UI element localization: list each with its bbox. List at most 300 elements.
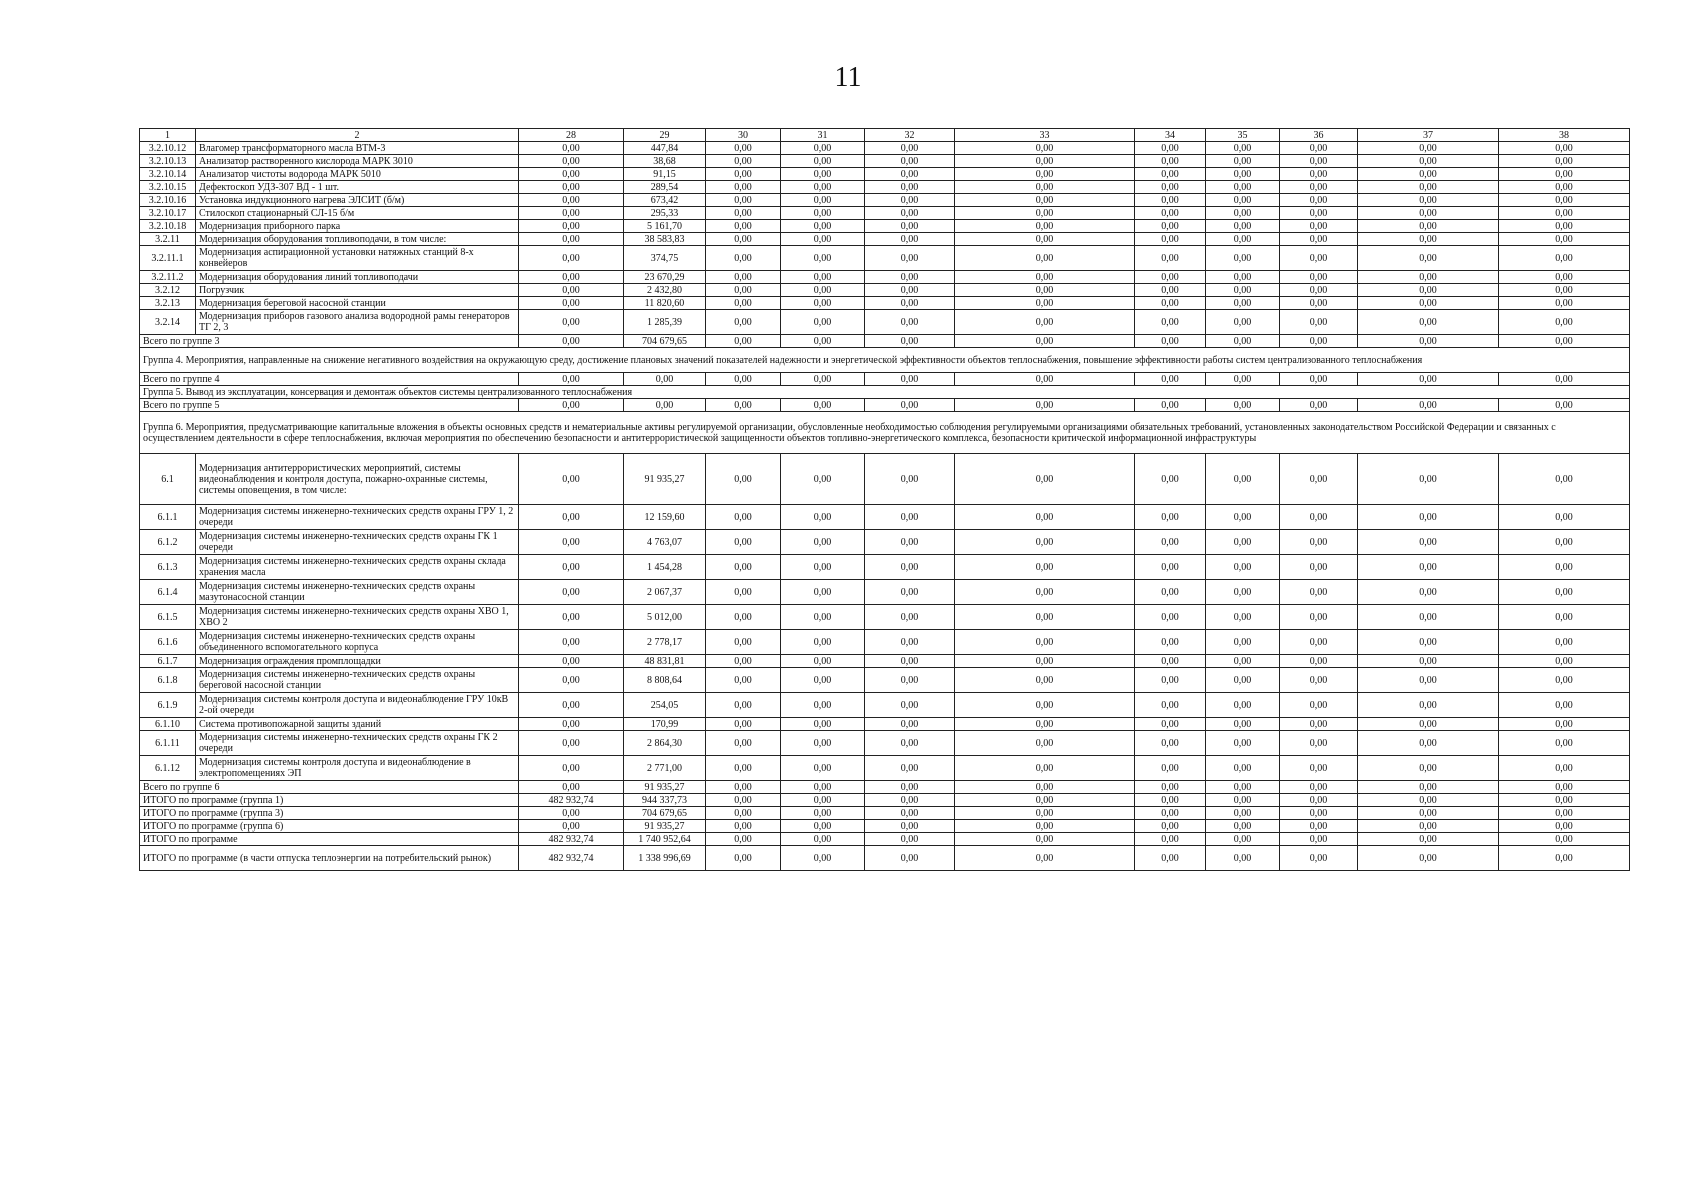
column-header: 38 [1499,129,1630,142]
cell-col-38: 0,00 [1499,233,1630,246]
row-code: 6.1.5 [140,605,196,630]
cell-col-31: 0,00 [781,194,865,207]
cell-col-34: 0,00 [1135,310,1206,335]
cell-col-38: 0,00 [1499,181,1630,194]
cell-col-29: 91 935,27 [624,781,706,794]
column-header: 28 [519,129,624,142]
cell-col-31: 0,00 [781,335,865,348]
cell-col-29: 38,68 [624,155,706,168]
cell-col-30: 0,00 [706,530,781,555]
row-code: 6.1.4 [140,580,196,605]
cell-col-38: 0,00 [1499,781,1630,794]
cell-col-35: 0,00 [1206,580,1280,605]
total-row [140,373,1630,386]
cell-col-31: 0,00 [781,693,865,718]
group-header-row [140,386,1630,399]
cell-col-33: 0,00 [955,820,1135,833]
cell-col-28: 0,00 [519,807,624,820]
table-row [140,530,1630,555]
cell-col-35: 0,00 [1206,454,1280,505]
row-code: 6.1.7 [140,655,196,668]
cell-col-30: 0,00 [706,181,781,194]
cell-col-35: 0,00 [1206,718,1280,731]
cell-col-29: 0,00 [624,373,706,386]
table-row [140,718,1630,731]
cell-col-37: 0,00 [1358,833,1499,846]
table-body [140,142,1630,871]
cell-col-34: 0,00 [1135,820,1206,833]
table-row [140,271,1630,284]
cell-col-29: 2 864,30 [624,731,706,756]
cell-col-29: 170,99 [624,718,706,731]
row-name: Модернизация системы инженерно-технических средств охраны ГК 2 очереди [196,731,519,756]
cell-col-29: 4 763,07 [624,530,706,555]
cell-col-36: 0,00 [1280,220,1358,233]
cell-col-28: 0,00 [519,233,624,246]
cell-col-35: 0,00 [1206,833,1280,846]
row-name: Влагомер трансформаторного масла ВТМ-3 [196,142,519,155]
cell-col-34: 0,00 [1135,233,1206,246]
cell-col-37: 0,00 [1358,718,1499,731]
column-number-row [140,129,1630,142]
cell-col-37: 0,00 [1358,181,1499,194]
cell-col-28: 0,00 [519,220,624,233]
cell-col-32: 0,00 [865,794,955,807]
cell-col-33: 0,00 [955,630,1135,655]
cell-col-35: 0,00 [1206,794,1280,807]
cell-col-29: 944 337,73 [624,794,706,807]
cell-col-32: 0,00 [865,194,955,207]
cell-col-32: 0,00 [865,155,955,168]
cell-col-28: 0,00 [519,155,624,168]
column-header: 31 [781,129,865,142]
cell-col-35: 0,00 [1206,399,1280,412]
cell-col-30: 0,00 [706,233,781,246]
row-code: 3.2.14 [140,310,196,335]
cell-col-37: 0,00 [1358,605,1499,630]
cell-col-34: 0,00 [1135,794,1206,807]
cell-col-35: 0,00 [1206,693,1280,718]
row-code: 6.1.1 [140,505,196,530]
cell-col-30: 0,00 [706,168,781,181]
cell-col-28: 0,00 [519,246,624,271]
cell-col-28: 0,00 [519,207,624,220]
cell-col-34: 0,00 [1135,655,1206,668]
cell-col-35: 0,00 [1206,820,1280,833]
cell-col-32: 0,00 [865,555,955,580]
column-header: 30 [706,129,781,142]
cell-col-38: 0,00 [1499,833,1630,846]
row-name: Модернизация системы инженерно-технических средств охраны ГК 1 очереди [196,530,519,555]
cell-col-36: 0,00 [1280,530,1358,555]
cell-col-36: 0,00 [1280,693,1358,718]
cell-col-29: 1 285,39 [624,310,706,335]
cell-col-31: 0,00 [781,555,865,580]
cell-col-31: 0,00 [781,807,865,820]
row-code: 6.1.3 [140,555,196,580]
table-row [140,155,1630,168]
cell-col-31: 0,00 [781,731,865,756]
cell-col-38: 0,00 [1499,155,1630,168]
row-name: ИТОГО по программе (в части отпуска теплоэнергии на потребительский рынок) [140,846,519,871]
cell-col-29: 374,75 [624,246,706,271]
total-row [140,833,1630,846]
cell-col-33: 0,00 [955,580,1135,605]
cell-col-33: 0,00 [955,794,1135,807]
cell-col-29: 704 679,65 [624,335,706,348]
cell-col-33: 0,00 [955,194,1135,207]
cell-col-33: 0,00 [955,399,1135,412]
cell-col-38: 0,00 [1499,605,1630,630]
row-code: 3.2.10.18 [140,220,196,233]
cell-col-30: 0,00 [706,284,781,297]
row-name: Модернизация приборного парка [196,220,519,233]
total-row [140,807,1630,820]
table-row [140,505,1630,530]
row-code: 3.2.12 [140,284,196,297]
cell-col-38: 0,00 [1499,794,1630,807]
cell-col-38: 0,00 [1499,693,1630,718]
cell-col-33: 0,00 [955,693,1135,718]
cell-col-37: 0,00 [1358,630,1499,655]
row-name: ИТОГО по программе (группа 1) [140,794,519,807]
cell-col-36: 0,00 [1280,846,1358,871]
row-code: 6.1.6 [140,630,196,655]
cell-col-30: 0,00 [706,781,781,794]
row-code: 6.1.9 [140,693,196,718]
cell-col-33: 0,00 [955,297,1135,310]
cell-col-30: 0,00 [706,731,781,756]
cell-col-31: 0,00 [781,794,865,807]
cell-col-38: 0,00 [1499,505,1630,530]
row-name: Модернизация системы инженерно-технических средств охраны ХВО 1, ХВО 2 [196,605,519,630]
column-header: 2 [196,129,519,142]
cell-col-36: 0,00 [1280,833,1358,846]
cell-col-32: 0,00 [865,718,955,731]
cell-col-36: 0,00 [1280,399,1358,412]
cell-col-36: 0,00 [1280,168,1358,181]
cell-col-32: 0,00 [865,271,955,284]
cell-col-34: 0,00 [1135,284,1206,297]
table-row [140,655,1630,668]
cell-col-35: 0,00 [1206,555,1280,580]
cell-col-34: 0,00 [1135,220,1206,233]
table-row [140,142,1630,155]
cell-col-31: 0,00 [781,846,865,871]
cell-col-31: 0,00 [781,718,865,731]
cell-col-36: 0,00 [1280,731,1358,756]
table-row [140,580,1630,605]
column-header: 32 [865,129,955,142]
cell-col-36: 0,00 [1280,142,1358,155]
row-code: 3.2.11.1 [140,246,196,271]
cell-col-28: 0,00 [519,781,624,794]
cell-col-30: 0,00 [706,718,781,731]
cell-col-28: 0,00 [519,630,624,655]
cell-col-35: 0,00 [1206,731,1280,756]
table-row [140,555,1630,580]
cell-col-36: 0,00 [1280,335,1358,348]
cell-col-36: 0,00 [1280,284,1358,297]
table-row [140,220,1630,233]
cell-col-31: 0,00 [781,454,865,505]
cell-col-35: 0,00 [1206,630,1280,655]
cell-col-33: 0,00 [955,373,1135,386]
cell-col-35: 0,00 [1206,207,1280,220]
cell-col-30: 0,00 [706,155,781,168]
cell-col-32: 0,00 [865,297,955,310]
row-code: 3.2.10.13 [140,155,196,168]
cell-col-35: 0,00 [1206,220,1280,233]
cell-col-37: 0,00 [1358,530,1499,555]
cell-col-37: 0,00 [1358,271,1499,284]
row-code: 6.1.12 [140,756,196,781]
cell-col-35: 0,00 [1206,155,1280,168]
cell-col-35: 0,00 [1206,297,1280,310]
table-row [140,693,1630,718]
cell-col-38: 0,00 [1499,168,1630,181]
cell-col-37: 0,00 [1358,731,1499,756]
cell-col-38: 0,00 [1499,731,1630,756]
cell-col-33: 0,00 [955,310,1135,335]
cell-col-30: 0,00 [706,373,781,386]
cell-col-29: 38 583,83 [624,233,706,246]
cell-col-31: 0,00 [781,505,865,530]
cell-col-37: 0,00 [1358,233,1499,246]
cell-col-34: 0,00 [1135,846,1206,871]
row-name: Дефектоскоп УДЗ-307 ВД - 1 шт. [196,181,519,194]
row-code: 3.2.11 [140,233,196,246]
page-number: 11 [834,62,862,93]
cell-col-32: 0,00 [865,142,955,155]
cell-col-30: 0,00 [706,220,781,233]
cell-col-29: 0,00 [624,399,706,412]
cell-col-33: 0,00 [955,655,1135,668]
row-name: Модернизация системы контроля доступа и видеонаблюдение ГРУ 10кВ 2-ой очереди [196,693,519,718]
cell-col-28: 0,00 [519,668,624,693]
cell-col-28: 0,00 [519,271,624,284]
cell-col-32: 0,00 [865,284,955,297]
row-code: 3.2.10.12 [140,142,196,155]
cell-col-38: 0,00 [1499,630,1630,655]
cell-col-29: 48 831,81 [624,655,706,668]
cell-col-36: 0,00 [1280,454,1358,505]
cell-col-29: 8 808,64 [624,668,706,693]
cell-col-38: 0,00 [1499,246,1630,271]
cell-col-29: 2 771,00 [624,756,706,781]
cell-col-30: 0,00 [706,833,781,846]
cell-col-36: 0,00 [1280,794,1358,807]
column-header: 37 [1358,129,1499,142]
cell-col-38: 0,00 [1499,454,1630,505]
cell-col-32: 0,00 [865,693,955,718]
cell-col-37: 0,00 [1358,555,1499,580]
table-row [140,168,1630,181]
cell-col-38: 0,00 [1499,335,1630,348]
cell-col-36: 0,00 [1280,718,1358,731]
cell-col-34: 0,00 [1135,155,1206,168]
cell-col-33: 0,00 [955,846,1135,871]
cell-col-36: 0,00 [1280,194,1358,207]
row-name: ИТОГО по программе (группа 3) [140,807,519,820]
cell-col-28: 0,00 [519,142,624,155]
cell-col-32: 0,00 [865,454,955,505]
cell-col-38: 0,00 [1499,194,1630,207]
cell-col-34: 0,00 [1135,731,1206,756]
cell-col-30: 0,00 [706,668,781,693]
table-row [140,310,1630,335]
cell-col-31: 0,00 [781,271,865,284]
row-name: Модернизация системы инженерно-технических средств охраны объединенного вспомогательного корпуса [196,630,519,655]
cell-col-30: 0,00 [706,846,781,871]
cell-col-36: 0,00 [1280,207,1358,220]
cell-col-29: 12 159,60 [624,505,706,530]
cell-col-29: 289,54 [624,181,706,194]
cell-col-38: 0,00 [1499,580,1630,605]
cell-col-37: 0,00 [1358,668,1499,693]
cell-col-36: 0,00 [1280,181,1358,194]
cell-col-32: 0,00 [865,731,955,756]
group-header-row [140,348,1630,373]
cell-col-31: 0,00 [781,207,865,220]
cell-col-36: 0,00 [1280,155,1358,168]
cell-col-37: 0,00 [1358,580,1499,605]
cell-col-36: 0,00 [1280,630,1358,655]
cell-col-30: 0,00 [706,807,781,820]
cell-col-28: 482 932,74 [519,794,624,807]
cell-col-30: 0,00 [706,142,781,155]
cell-col-31: 0,00 [781,833,865,846]
row-name: Всего по группе 3 [140,335,519,348]
cell-col-37: 0,00 [1358,207,1499,220]
cell-col-36: 0,00 [1280,668,1358,693]
cell-col-33: 0,00 [955,781,1135,794]
cell-col-28: 0,00 [519,605,624,630]
cell-col-38: 0,00 [1499,555,1630,580]
cell-col-32: 0,00 [865,756,955,781]
row-name: Всего по группе 5 [140,399,519,412]
cell-col-32: 0,00 [865,781,955,794]
cell-col-28: 0,00 [519,373,624,386]
cell-col-31: 0,00 [781,399,865,412]
row-name: ИТОГО по программе [140,833,519,846]
cell-col-38: 0,00 [1499,142,1630,155]
table-row [140,246,1630,271]
cell-col-33: 0,00 [955,505,1135,530]
cell-col-33: 0,00 [955,220,1135,233]
table-row [140,181,1630,194]
cell-col-38: 0,00 [1499,284,1630,297]
cell-col-36: 0,00 [1280,297,1358,310]
group-title: Группа 4. Мероприятия, направленные на снижение негативного воздействия на окружающую среду, достижение плановых значений показателей надежности и энергетической эффективности объектов теплоснабжения, повышение эффективности работы систем централизованного теплоснабжения [140,348,1630,373]
cell-col-31: 0,00 [781,181,865,194]
cell-col-32: 0,00 [865,820,955,833]
cell-col-29: 447,84 [624,142,706,155]
row-name: Всего по группе 6 [140,781,519,794]
cell-col-35: 0,00 [1206,530,1280,555]
cell-col-36: 0,00 [1280,655,1358,668]
cell-col-30: 0,00 [706,335,781,348]
cell-col-38: 0,00 [1499,530,1630,555]
cell-col-33: 0,00 [955,207,1135,220]
cell-col-28: 0,00 [519,756,624,781]
cell-col-37: 0,00 [1358,820,1499,833]
cell-col-29: 2 067,37 [624,580,706,605]
table-row [140,756,1630,781]
cell-col-28: 0,00 [519,655,624,668]
cell-col-31: 0,00 [781,284,865,297]
cell-col-34: 0,00 [1135,693,1206,718]
cell-col-34: 0,00 [1135,605,1206,630]
cell-col-33: 0,00 [955,168,1135,181]
total-row [140,846,1630,871]
cell-col-28: 0,00 [519,310,624,335]
cell-col-35: 0,00 [1206,505,1280,530]
cell-col-32: 0,00 [865,630,955,655]
cell-col-32: 0,00 [865,605,955,630]
cell-col-28: 0,00 [519,693,624,718]
cell-col-33: 0,00 [955,142,1135,155]
column-header: 33 [955,129,1135,142]
cell-col-32: 0,00 [865,220,955,233]
cell-col-29: 5 161,70 [624,220,706,233]
column-header: 36 [1280,129,1358,142]
cell-col-34: 0,00 [1135,555,1206,580]
cell-col-32: 0,00 [865,807,955,820]
cell-col-34: 0,00 [1135,530,1206,555]
cell-col-34: 0,00 [1135,718,1206,731]
row-name: Анализатор растворенного кислорода МАРК 3010 [196,155,519,168]
cell-col-28: 0,00 [519,454,624,505]
cell-col-37: 0,00 [1358,335,1499,348]
cell-col-31: 0,00 [781,155,865,168]
cell-col-32: 0,00 [865,246,955,271]
cell-col-31: 0,00 [781,630,865,655]
cell-col-29: 673,42 [624,194,706,207]
table-row [140,630,1630,655]
cell-col-36: 0,00 [1280,555,1358,580]
row-code: 3.2.11.2 [140,271,196,284]
cell-col-31: 0,00 [781,142,865,155]
cell-col-35: 0,00 [1206,846,1280,871]
row-name: Модернизация системы инженерно-технических средств охраны береговой насосной станции [196,668,519,693]
cell-col-34: 0,00 [1135,807,1206,820]
cell-col-32: 0,00 [865,373,955,386]
column-header: 29 [624,129,706,142]
column-header: 34 [1135,129,1206,142]
cell-col-28: 0,00 [519,718,624,731]
cell-col-28: 0,00 [519,505,624,530]
cell-col-36: 0,00 [1280,246,1358,271]
cell-col-32: 0,00 [865,846,955,871]
cell-col-33: 0,00 [955,181,1135,194]
total-row [140,820,1630,833]
table-row [140,668,1630,693]
row-code: 3.2.10.15 [140,181,196,194]
cell-col-29: 2 432,80 [624,284,706,297]
row-name: Анализатор чистоты водорода МАРК 5010 [196,168,519,181]
cell-col-35: 0,00 [1206,781,1280,794]
cell-col-34: 0,00 [1135,207,1206,220]
row-name: Модернизация системы инженерно-технических средств охраны ГРУ 1, 2 очереди [196,505,519,530]
cell-col-38: 0,00 [1499,668,1630,693]
cell-col-34: 0,00 [1135,246,1206,271]
cell-col-31: 0,00 [781,246,865,271]
cell-col-29: 91 935,27 [624,820,706,833]
table-row [140,731,1630,756]
cell-col-29: 1 740 952,64 [624,833,706,846]
cell-col-30: 0,00 [706,454,781,505]
